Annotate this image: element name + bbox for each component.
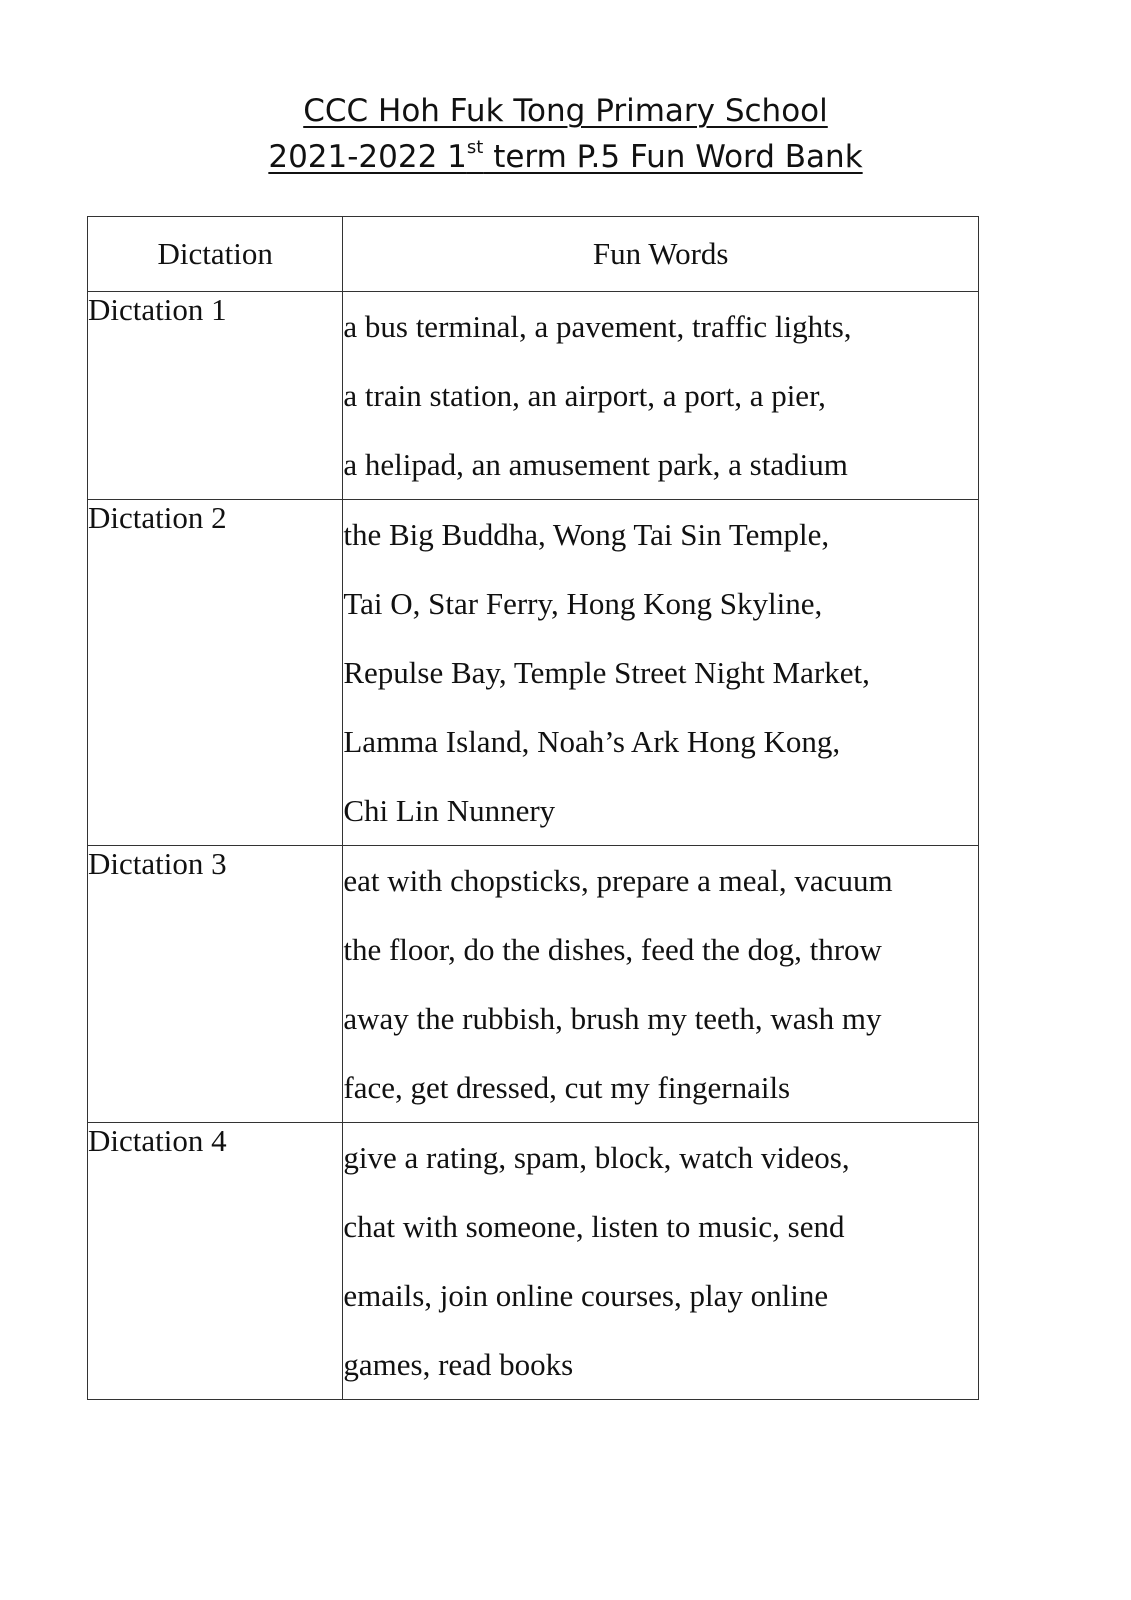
fun-words-cell — [343, 846, 979, 1123]
column-header-dictation: Dictation — [88, 217, 343, 292]
table-row — [88, 292, 979, 500]
word-bank-table — [87, 216, 979, 1400]
fun-words-line: eat with chopsticks, prepare a meal, vacuum — [343, 863, 893, 898]
table-row — [88, 846, 979, 1123]
table-body — [88, 292, 979, 1400]
dictation-label: Dictation 2 — [88, 500, 343, 846]
fun-words-line: the floor, do the dishes, feed the dog, throw — [343, 932, 882, 967]
table-row — [88, 500, 979, 846]
title-line-term — [0, 134, 1131, 180]
fun-words-line: a helipad, an amusement park, a stadium — [343, 447, 848, 482]
column-header-fun-words: Fun Words — [343, 217, 979, 292]
fun-words-line: Repulse Bay, Temple Street Night Market, — [343, 655, 870, 690]
fun-words-line: Lamma Island, Noah’s Ark Hong Kong, — [343, 724, 841, 759]
term-title-year: 2021-2022 1 — [268, 139, 467, 175]
fun-words-line: a train station, an airport, a port, a pier, — [343, 378, 826, 413]
term-title-ordinal: st — [466, 137, 484, 158]
title-line-school — [0, 88, 1131, 134]
fun-words-line: face, get dressed, cut my fingernails — [343, 1070, 791, 1105]
fun-words-line: give a rating, spam, block, watch videos, — [343, 1140, 850, 1175]
fun-words-cell — [343, 292, 979, 500]
fun-words-line: a bus terminal, a pavement, traffic lights, — [343, 309, 852, 344]
term-title-rest: term P.5 Fun Word Bank — [483, 139, 863, 175]
fun-words-cell — [343, 1123, 979, 1400]
table-row — [88, 1123, 979, 1400]
fun-words-cell — [343, 500, 979, 846]
fun-words-line: chat with someone, listen to music, send — [343, 1209, 845, 1244]
fun-words-line: the Big Buddha, Wong Tai Sin Temple, — [343, 517, 830, 552]
dictation-label: Dictation 3 — [88, 846, 343, 1123]
fun-words-line: games, read books — [343, 1347, 574, 1382]
dictation-label: Dictation 4 — [88, 1123, 343, 1400]
fun-words-line: Chi Lin Nunnery — [343, 793, 556, 828]
fun-words-line: Tai O, Star Ferry, Hong Kong Skyline, — [343, 586, 823, 621]
dictation-label: Dictation 1 — [88, 292, 343, 500]
fun-words-line: emails, join online courses, play online — [343, 1278, 829, 1313]
document-title — [0, 88, 1131, 180]
table-header-row — [88, 217, 979, 292]
term-title — [268, 139, 862, 175]
school-name: CCC Hoh Fuk Tong Primary School — [303, 93, 828, 129]
fun-words-line: away the rubbish, brush my teeth, wash my — [343, 1001, 882, 1036]
